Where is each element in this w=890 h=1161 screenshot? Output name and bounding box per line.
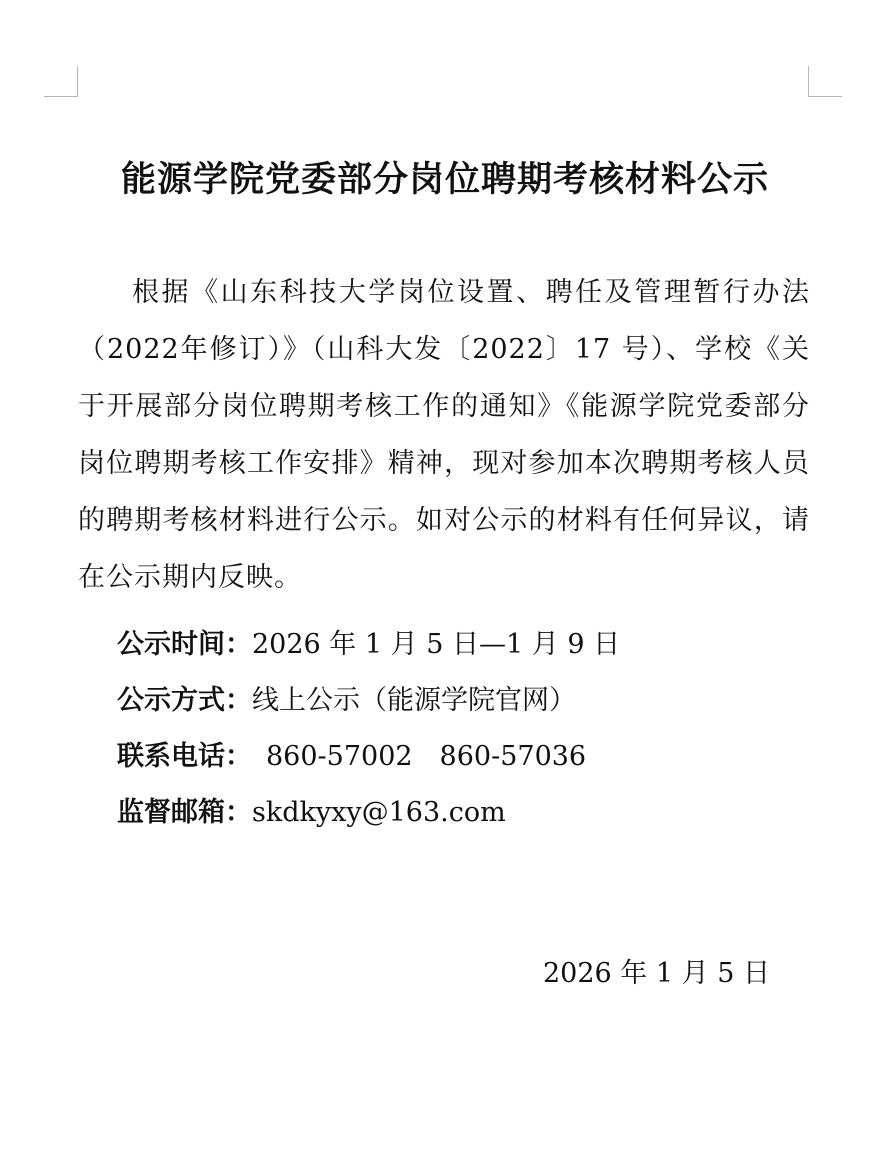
contact-phone-row (117, 728, 586, 785)
announcement-time-row (117, 616, 620, 673)
signature-date: 2026 年 1 月 5 日 (543, 958, 770, 989)
contact-phone-value: 860-57002 860-57036 (266, 741, 587, 772)
supervision-email-label: 监督邮箱： (117, 797, 252, 828)
announcement-time-label: 公示时间： (117, 629, 252, 660)
document-title: 能源学院党委部分岗位聘期考核材料公示 (120, 160, 769, 200)
contact-phone-label: 联系电话： (117, 741, 252, 772)
announcement-method-label: 公示方式： (117, 685, 252, 716)
announcement-method-value: 线上公示（能源学院官网） (252, 685, 576, 716)
announcement-time-value: 2026 年 1 月 5 日—1 月 9 日 (252, 629, 621, 660)
crop-mark-top-left (44, 66, 78, 97)
supervision-email-row (117, 784, 506, 841)
announcement-method-row (117, 672, 576, 729)
crop-mark-top-right (808, 66, 842, 97)
body-paragraph: 根据《山东科技大学岗位设置、聘任及管理暂行办法（2022年修订）》（山科大发〔2022〕17 号）、学校《关于开展部分岗位聘期考核工作的通知》《能源学院党委部分岗位聘期考核工作安排》精神，现对参加本次聘期考核人员的聘期考核材料进行公示。如对公示的材料有任何异议，请在公示期内反映。 (78, 277, 810, 593)
supervision-email-value: skdkyxy@163.com (252, 797, 506, 828)
